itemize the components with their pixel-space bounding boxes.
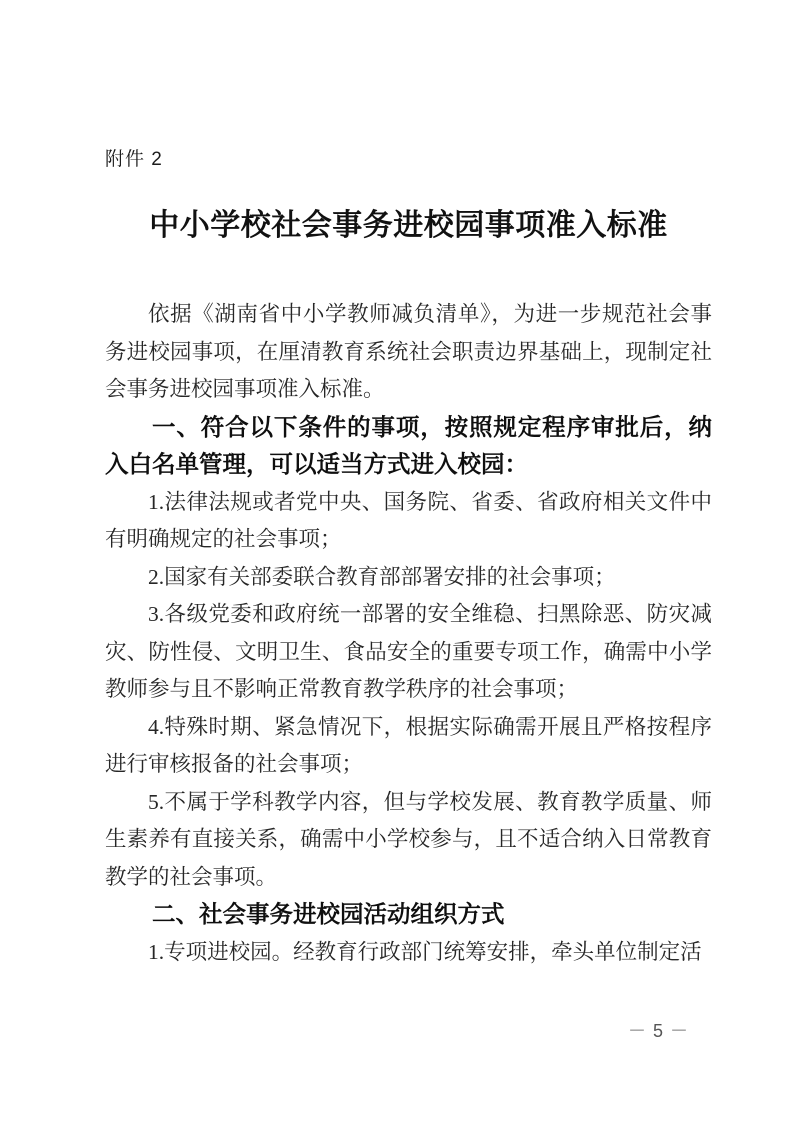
page-number: － 5 － bbox=[628, 1021, 690, 1041]
section-heading-2: 二、社会事务进校园活动组织方式 bbox=[152, 901, 505, 927]
section-heading-1: 一、符合以下条件的事项，按照规定程序审批后，纳入白名单管理，可以适当方式进入校园： bbox=[105, 413, 712, 477]
document-body bbox=[105, 296, 712, 971]
list-item-1-3: 3.各级党委和政府统一部署的安全维稳、扫黑除恶、防灾减灾、防性侵、文明卫生、食品安全的重要专项工作，确需中小学教师参与且不影响正常教育教学秩序的社会事项； bbox=[105, 602, 712, 701]
list-item-2-1: 1.专项进校园。经教育行政部门统筹安排，牵头单位制定活 bbox=[148, 939, 702, 964]
list-item-1-4: 4.特殊时期、紧急情况下，根据实际确需开展且严格按程序进行审核报备的社会事项； bbox=[105, 714, 712, 776]
list-item-1-2: 2.国家有关部委联合教育部部署安排的社会事项； bbox=[148, 564, 616, 589]
list-item-1-5: 5.不属于学科教学内容，但与学校发展、教育教学质量、师生素养有直接关系，确需中小学校参与，且不适合纳入日常教育教学的社会事项。 bbox=[105, 789, 712, 889]
list-item-1-1: 1.法律法规或者党中央、国务院、省委、省政府相关文件中有明确规定的社会事项； bbox=[105, 489, 712, 551]
paragraph-intro: 依据《湖南省中小学教师减负清单》，为进一步规范社会事务进校园事项，在厘清教育系统社会职责边界基础上，现制定社会事务进校园事项准入标准。 bbox=[105, 302, 712, 401]
document-title: 中小学校社会事务进校园事项准入标准 bbox=[149, 209, 668, 242]
attachment-label: 附件 2 bbox=[105, 149, 163, 170]
